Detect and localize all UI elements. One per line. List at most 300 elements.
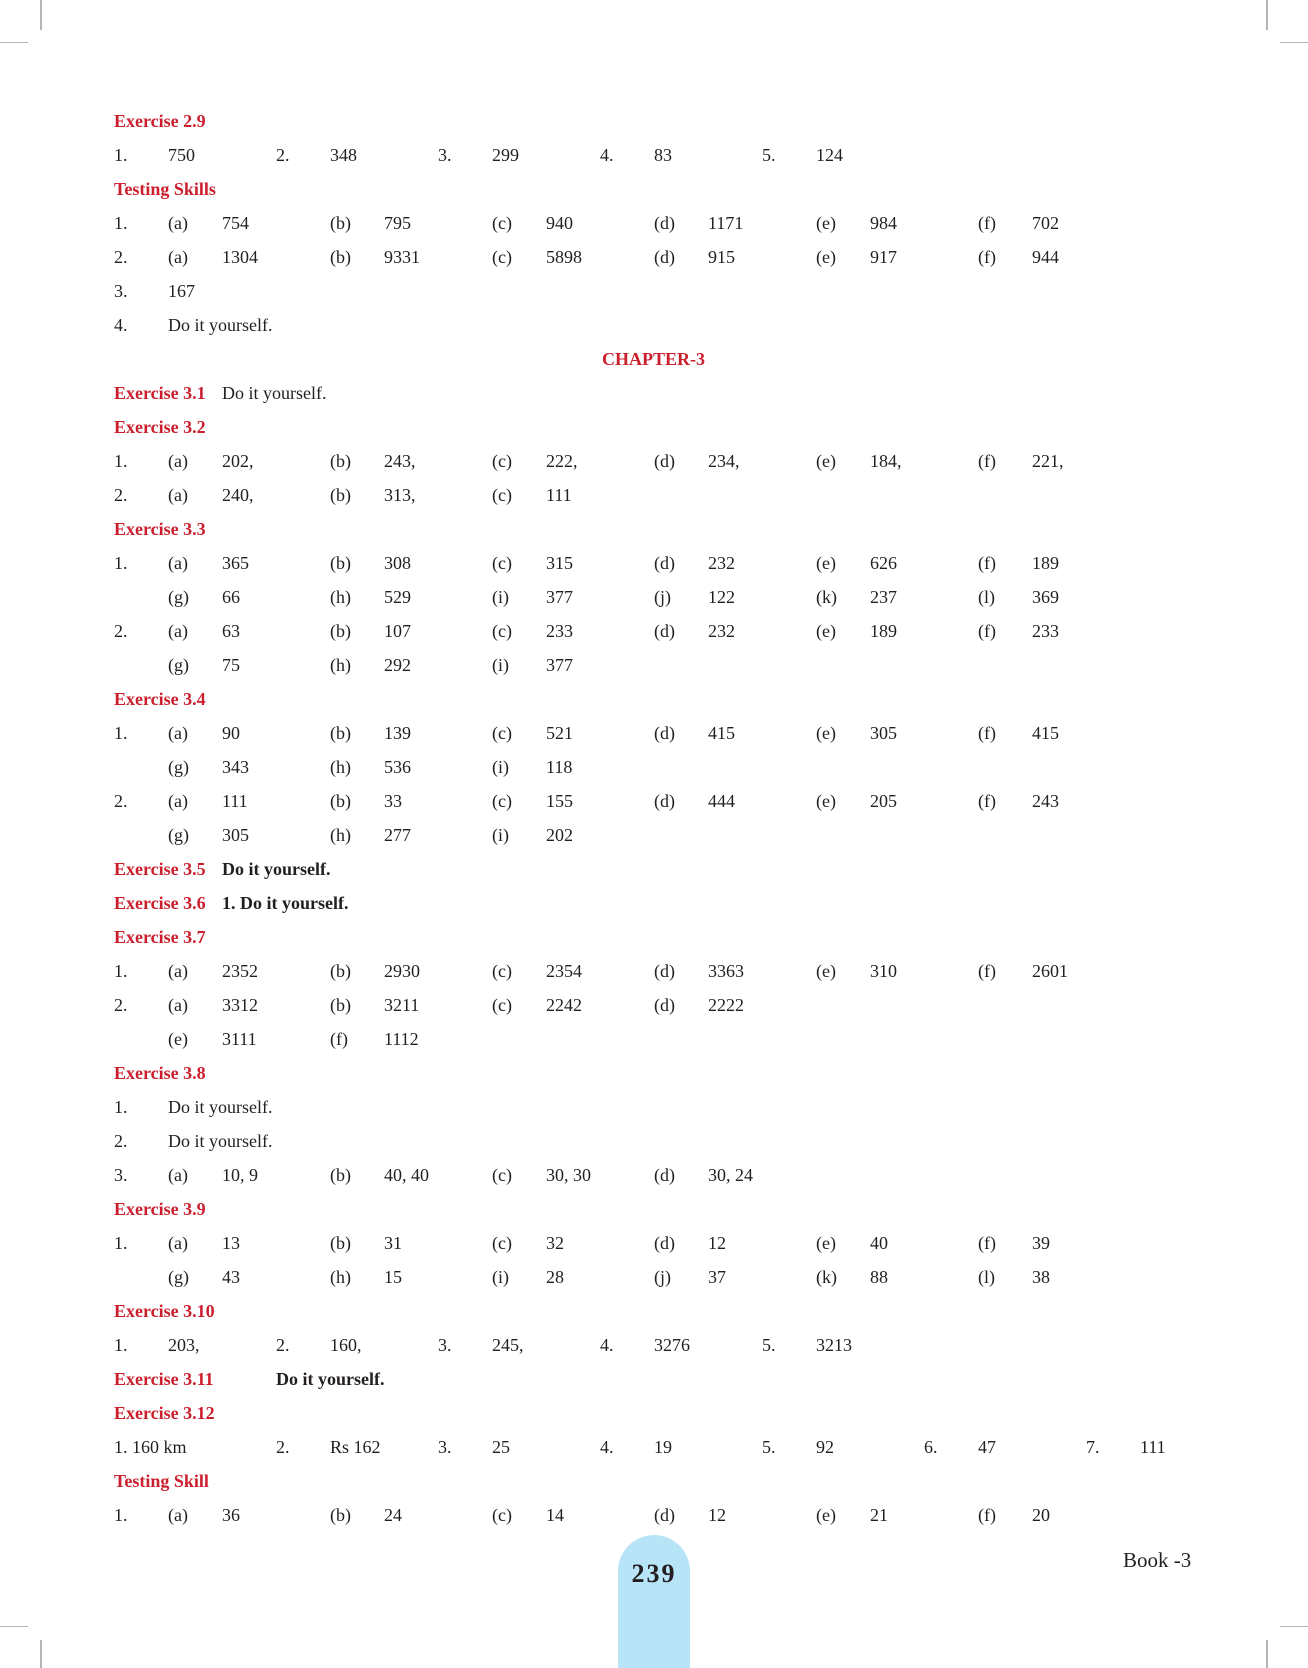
crop-mark: [1266, 0, 1268, 30]
part-label: (f): [978, 621, 996, 641]
answer-value: 444: [708, 791, 735, 811]
answer-value: 277: [384, 825, 411, 845]
answer-value: 348: [330, 145, 357, 165]
answer-value: 40, 40: [384, 1165, 429, 1185]
answer-value: 90: [222, 723, 240, 743]
exercise-title: Exercise 3.7: [114, 927, 206, 947]
question-number: 4.: [114, 315, 128, 335]
section-heading: [114, 1362, 1234, 1396]
question-number: 3.: [438, 1335, 452, 1355]
answer-value: 19: [654, 1437, 672, 1457]
answer-value: 37: [708, 1267, 726, 1287]
answer-value: 75: [222, 655, 240, 675]
answer-value: 2352: [222, 961, 258, 981]
answer-value: 750: [168, 145, 195, 165]
answer-value: 3312: [222, 995, 258, 1015]
part-label: (c): [492, 213, 512, 233]
exercise-title: Exercise 3.2: [114, 417, 206, 437]
question-number: 1.: [114, 553, 128, 573]
part-label: (b): [330, 791, 351, 811]
answer-value: 365: [222, 553, 249, 573]
answer-row: [114, 1498, 1234, 1532]
answer-value: 232: [708, 621, 735, 641]
part-label: (l): [978, 587, 995, 607]
answer-value: 88: [870, 1267, 888, 1287]
answer-value: 32: [546, 1233, 564, 1253]
answer-row: [114, 274, 1234, 308]
answer-value: 369: [1032, 587, 1059, 607]
part-label: (c): [492, 723, 512, 743]
section-heading: [114, 172, 1234, 206]
answer-value: 40: [870, 1233, 888, 1253]
answer-value: 240,: [222, 485, 254, 505]
part-label: (b): [330, 995, 351, 1015]
question-number: 1.: [114, 1505, 128, 1525]
answer-value: 292: [384, 655, 411, 675]
exercise-title: Exercise 3.12: [114, 1403, 215, 1423]
answer-value: 521: [546, 723, 573, 743]
section-heading: [114, 1464, 1234, 1498]
answer-value: 310: [870, 961, 897, 981]
answer-value: Rs 162: [330, 1437, 381, 1457]
part-label: (e): [816, 553, 836, 573]
part-label: (e): [816, 1505, 836, 1525]
part-label: (d): [654, 621, 675, 641]
part-label: (e): [816, 213, 836, 233]
part-label: (d): [654, 961, 675, 981]
answer-row: [114, 784, 1234, 818]
part-label: (e): [816, 621, 836, 641]
part-label: (a): [168, 995, 188, 1015]
answer-row: [114, 614, 1234, 648]
chapter-title: CHAPTER-3: [602, 349, 705, 369]
chapter-heading: [114, 342, 1234, 376]
answer-value: 3213: [816, 1335, 852, 1355]
answer-row: [114, 580, 1234, 614]
part-label: (a): [168, 553, 188, 573]
answer-value: 1. 160 km: [114, 1437, 187, 1457]
answer-value: 15: [384, 1267, 402, 1287]
answer-value: 377: [546, 587, 573, 607]
question-number: 2.: [114, 247, 128, 267]
exercise-title: Exercise 3.10: [114, 1301, 215, 1321]
part-label: (k): [816, 587, 837, 607]
answer-value: 184,: [870, 451, 902, 471]
part-label: (f): [978, 213, 996, 233]
part-label: (i): [492, 587, 509, 607]
part-label: (c): [492, 995, 512, 1015]
exercise-title: Exercise 3.3: [114, 519, 206, 539]
answer-value: 232: [708, 553, 735, 573]
part-label: (d): [654, 247, 675, 267]
section-heading: [114, 376, 1234, 410]
question-number: 1.: [114, 1335, 128, 1355]
part-label: (d): [654, 1505, 675, 1525]
part-label: (c): [492, 621, 512, 641]
answer-value: 189: [870, 621, 897, 641]
question-number: 5.: [762, 1335, 776, 1355]
answer-value: 9331: [384, 247, 420, 267]
answer-value: 5898: [546, 247, 582, 267]
question-number: 2.: [114, 485, 128, 505]
question-number: 3.: [114, 1165, 128, 1185]
question-number: 1.: [114, 1097, 128, 1117]
question-number: 3.: [438, 145, 452, 165]
answer-value: 377: [546, 655, 573, 675]
part-label: (b): [330, 1165, 351, 1185]
question-number: 2.: [276, 1335, 290, 1355]
answer-value: 221,: [1032, 451, 1064, 471]
section-heading: [114, 410, 1234, 444]
answer-value: 124: [816, 145, 843, 165]
answer-value: 118: [546, 757, 573, 777]
answer-value: 92: [816, 1437, 834, 1457]
exercise-note: Do it yourself.: [276, 1369, 385, 1389]
question-number: 2.: [276, 1437, 290, 1457]
answer-value: 30, 30: [546, 1165, 591, 1185]
answer-value: 243: [1032, 791, 1059, 811]
answer-row: [114, 988, 1234, 1022]
question-number: 7.: [1086, 1437, 1100, 1457]
question-number: 1.: [114, 145, 128, 165]
answer-value: 3111: [222, 1029, 257, 1049]
answer-row: [114, 240, 1234, 274]
answer-value: 20: [1032, 1505, 1050, 1525]
section-heading: [114, 1056, 1234, 1090]
question-number: 2.: [276, 145, 290, 165]
answer-row: [114, 308, 1234, 342]
crop-mark: [0, 42, 28, 43]
answer-value: 12: [708, 1505, 726, 1525]
answer-value: 3211: [384, 995, 420, 1015]
part-label: (d): [654, 553, 675, 573]
section-heading: [114, 1294, 1234, 1328]
answer-value: 536: [384, 757, 411, 777]
section-heading: [114, 1396, 1234, 1430]
part-label: (l): [978, 1267, 995, 1287]
part-label: (a): [168, 1233, 188, 1253]
answer-value: 107: [384, 621, 411, 641]
answer-value: 915: [708, 247, 735, 267]
section-heading: [114, 852, 1234, 886]
crop-mark: [1280, 1626, 1308, 1627]
answer-value: 343: [222, 757, 249, 777]
part-label: (g): [168, 825, 189, 845]
part-label: (c): [492, 451, 512, 471]
answer-value: 415: [1032, 723, 1059, 743]
part-label: (f): [978, 791, 996, 811]
question-number: 2.: [114, 791, 128, 811]
part-label: (h): [330, 1267, 351, 1287]
part-label: (b): [330, 451, 351, 471]
answer-value: 3276: [654, 1335, 690, 1355]
answer-value: 308: [384, 553, 411, 573]
part-label: (b): [330, 213, 351, 233]
answer-value: 43: [222, 1267, 240, 1287]
question-number: 1.: [114, 213, 128, 233]
answer-value: 305: [870, 723, 897, 743]
answer-value: 28: [546, 1267, 564, 1287]
answer-value: 984: [870, 213, 897, 233]
answer-value: 2930: [384, 961, 420, 981]
answer-value: 222,: [546, 451, 578, 471]
answer-value: Do it yourself.: [168, 1097, 273, 1117]
question-number: 5.: [762, 1437, 776, 1457]
exercise-title: Exercise 2.9: [114, 111, 206, 131]
answer-value: 155: [546, 791, 573, 811]
answer-value: 795: [384, 213, 411, 233]
question-number: 1.: [114, 961, 128, 981]
answer-value: 944: [1032, 247, 1059, 267]
section-heading: [114, 1192, 1234, 1226]
answer-value: 1171: [708, 213, 744, 233]
question-number: 1.: [114, 723, 128, 743]
answer-value: 63: [222, 621, 240, 641]
part-label: (b): [330, 485, 351, 505]
part-label: (b): [330, 553, 351, 573]
answer-value: 167: [168, 281, 195, 301]
answer-value: 36: [222, 1505, 240, 1525]
answer-row: [114, 648, 1234, 682]
part-label: (a): [168, 961, 188, 981]
exercise-title: Exercise 3.9: [114, 1199, 206, 1219]
part-label: (b): [330, 247, 351, 267]
answer-value: 2242: [546, 995, 582, 1015]
question-number: 1.: [114, 451, 128, 471]
answer-value: 233: [1032, 621, 1059, 641]
part-label: (a): [168, 485, 188, 505]
part-label: (a): [168, 213, 188, 233]
part-label: (f): [978, 1505, 996, 1525]
answer-row: [114, 138, 1234, 172]
part-label: (f): [978, 451, 996, 471]
answer-value: 754: [222, 213, 249, 233]
part-label: (a): [168, 791, 188, 811]
part-label: (e): [816, 451, 836, 471]
question-number: 4.: [600, 1437, 614, 1457]
section-heading: [114, 886, 1234, 920]
question-number: 2.: [114, 995, 128, 1015]
answer-value: 139: [384, 723, 411, 743]
question-number: 3.: [114, 281, 128, 301]
answer-value: 415: [708, 723, 735, 743]
crop-mark: [40, 1640, 42, 1668]
answer-value: 626: [870, 553, 897, 573]
part-label: (i): [492, 655, 509, 675]
answer-value: 31: [384, 1233, 402, 1253]
part-label: (h): [330, 757, 351, 777]
part-label: (f): [978, 723, 996, 743]
answer-value: 205: [870, 791, 897, 811]
answer-value: 111: [222, 791, 248, 811]
answer-row: [114, 750, 1234, 784]
answer-row: [114, 1430, 1234, 1464]
part-label: (a): [168, 1505, 188, 1525]
part-label: (c): [492, 485, 512, 505]
part-label: (c): [492, 1505, 512, 1525]
answer-value: Do it yourself.: [168, 315, 273, 335]
answer-value: 315: [546, 553, 573, 573]
part-label: (f): [978, 553, 996, 573]
answer-value: 234,: [708, 451, 740, 471]
exercise-title: Exercise 3.8: [114, 1063, 206, 1083]
exercise-title: Exercise 3.11: [114, 1369, 214, 1389]
section-heading: [114, 104, 1234, 138]
book-label: Book -3: [1123, 1548, 1192, 1572]
question-number: 1.: [114, 1233, 128, 1253]
answer-value: 1112: [384, 1029, 419, 1049]
part-label: (i): [492, 1267, 509, 1287]
part-label: (j): [654, 1267, 671, 1287]
exercise-note: Do it yourself.: [222, 383, 327, 403]
answer-value: 202,: [222, 451, 254, 471]
part-label: (h): [330, 587, 351, 607]
answer-row: [114, 818, 1234, 852]
part-label: (e): [816, 247, 836, 267]
question-number: 6.: [924, 1437, 938, 1457]
section-heading: [114, 920, 1234, 954]
part-label: (c): [492, 961, 512, 981]
answer-value: 12: [708, 1233, 726, 1253]
answer-value: 38: [1032, 1267, 1050, 1287]
question-number: 5.: [762, 145, 776, 165]
answer-value: 243,: [384, 451, 416, 471]
exercise-title: Exercise 3.4: [114, 689, 206, 709]
answer-value: 160,: [330, 1335, 362, 1355]
part-label: (d): [654, 995, 675, 1015]
part-label: (g): [168, 655, 189, 675]
answer-value: 14: [546, 1505, 564, 1525]
crop-mark: [0, 1626, 28, 1627]
part-label: (j): [654, 587, 671, 607]
part-label: (a): [168, 247, 188, 267]
answer-value: 2354: [546, 961, 582, 981]
part-label: (d): [654, 791, 675, 811]
answer-value: 237: [870, 587, 897, 607]
answer-value: 299: [492, 145, 519, 165]
crop-mark: [40, 0, 42, 30]
answer-row: [114, 444, 1234, 478]
part-label: (d): [654, 723, 675, 743]
part-label: (b): [330, 621, 351, 641]
answer-value: 111: [1140, 1437, 1166, 1457]
part-label: (h): [330, 825, 351, 845]
exercise-title: Testing Skill: [114, 1471, 209, 1491]
part-label: (a): [168, 451, 188, 471]
part-label: (a): [168, 723, 188, 743]
part-label: (h): [330, 655, 351, 675]
answer-value: 21: [870, 1505, 888, 1525]
answer-value: 39: [1032, 1233, 1050, 1253]
part-label: (c): [492, 553, 512, 573]
page-number: 239: [618, 1535, 690, 1668]
part-label: (c): [492, 1233, 512, 1253]
exercise-title: Exercise 3.5: [114, 859, 206, 879]
part-label: (b): [330, 723, 351, 743]
answer-value: 233: [546, 621, 573, 641]
answer-row: [114, 206, 1234, 240]
question-number: 2.: [114, 621, 128, 641]
part-label: (i): [492, 825, 509, 845]
answer-value: 529: [384, 587, 411, 607]
answer-row: [114, 1090, 1234, 1124]
answer-row: [114, 478, 1234, 512]
part-label: (e): [816, 1233, 836, 1253]
exercise-title: Exercise 3.6: [114, 893, 206, 913]
answer-row: [114, 546, 1234, 580]
answer-row: [114, 1124, 1234, 1158]
part-label: (d): [654, 1233, 675, 1253]
part-label: (f): [978, 247, 996, 267]
part-label: (e): [816, 723, 836, 743]
answer-value: 2601: [1032, 961, 1068, 981]
answer-row: [114, 1158, 1234, 1192]
answer-value: 305: [222, 825, 249, 845]
question-number: 3.: [438, 1437, 452, 1457]
answer-value: 2222: [708, 995, 744, 1015]
answer-value: 245,: [492, 1335, 524, 1355]
answer-row: [114, 1022, 1234, 1056]
part-label: (b): [330, 1233, 351, 1253]
answer-value: 83: [654, 145, 672, 165]
part-label: (f): [978, 1233, 996, 1253]
answer-value: 313,: [384, 485, 416, 505]
part-label: (a): [168, 621, 188, 641]
part-label: (f): [330, 1029, 348, 1049]
answer-value: Do it yourself.: [168, 1131, 273, 1151]
answer-value: 47: [978, 1437, 996, 1457]
part-label: (c): [492, 791, 512, 811]
part-label: (c): [492, 247, 512, 267]
part-label: (c): [492, 1165, 512, 1185]
question-number: 4.: [600, 145, 614, 165]
answer-row: [114, 1260, 1234, 1294]
part-label: (b): [330, 1505, 351, 1525]
exercise-title: Testing Skills: [114, 179, 216, 199]
part-label: (d): [654, 451, 675, 471]
answer-row: [114, 954, 1234, 988]
answer-row: [114, 1328, 1234, 1362]
answer-value: 66: [222, 587, 240, 607]
answer-row: [114, 716, 1234, 750]
answer-value: 24: [384, 1505, 402, 1525]
answer-value: 1304: [222, 247, 258, 267]
answer-value: 203,: [168, 1335, 200, 1355]
answer-key: [114, 104, 1234, 1532]
part-label: (a): [168, 1165, 188, 1185]
part-label: (f): [978, 961, 996, 981]
answer-value: 122: [708, 587, 735, 607]
answer-value: 10, 9: [222, 1165, 258, 1185]
part-label: (e): [168, 1029, 188, 1049]
exercise-note: Do it yourself.: [222, 859, 331, 879]
part-label: (g): [168, 1267, 189, 1287]
exercise-note: 1. Do it yourself.: [222, 893, 349, 913]
part-label: (i): [492, 757, 509, 777]
answer-value: 917: [870, 247, 897, 267]
part-label: (e): [816, 791, 836, 811]
crop-mark: [1280, 42, 1308, 43]
answer-value: 940: [546, 213, 573, 233]
part-label: (d): [654, 1165, 675, 1185]
part-label: (b): [330, 961, 351, 981]
section-heading: [114, 682, 1234, 716]
answer-value: 702: [1032, 213, 1059, 233]
answer-value: 202: [546, 825, 573, 845]
answer-value: 13: [222, 1233, 240, 1253]
answer-value: 189: [1032, 553, 1059, 573]
answer-value: 33: [384, 791, 402, 811]
